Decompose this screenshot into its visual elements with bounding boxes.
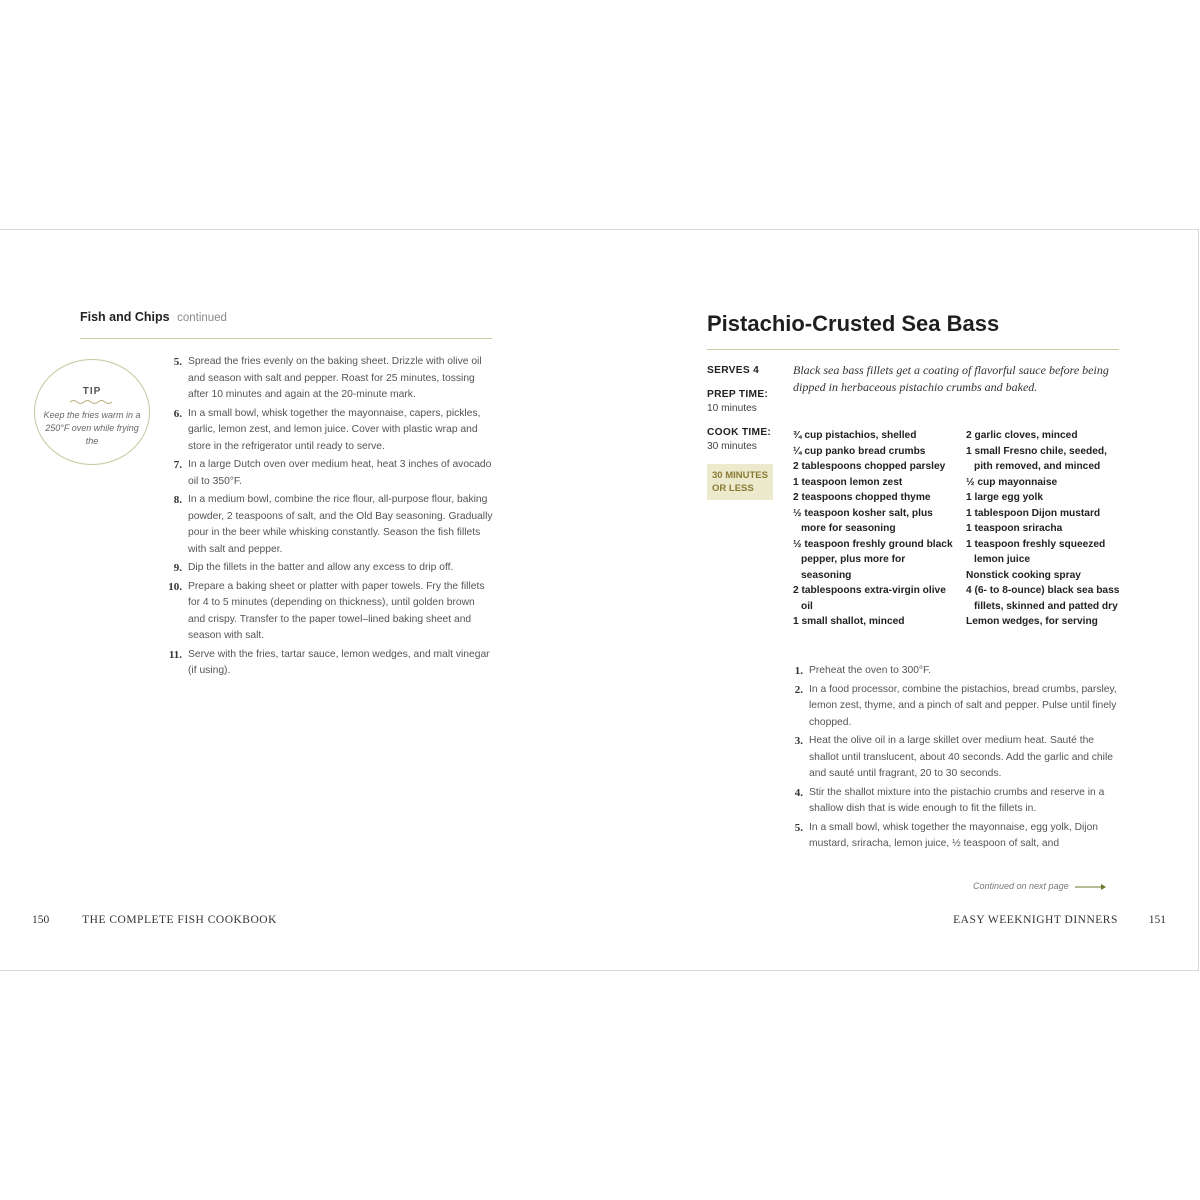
prep-value: 10 minutes (707, 403, 757, 414)
ingredient-item: ½ cup mayonnaise (966, 476, 1058, 488)
step-item (794, 820, 1121, 853)
step-number: 5. (173, 356, 182, 368)
continued-note (973, 881, 1107, 891)
ingredient-item: 1 teaspoon freshly squeezed lemon juice (966, 538, 1106, 565)
ingredient-item: 2 tablespoons chopped parsley (793, 461, 946, 472)
title-rule (707, 349, 1119, 350)
badge-line: 30 MINUTES (712, 470, 768, 481)
step-text: Prepare a baking sheet or platter with paper towels. Fry the fillets for 4 to 5 minutes (depending on thickness), until golden brown and crispy. Transfer to the paper towel–lined baking sheet and season with salt. (188, 580, 485, 641)
ingredient-item: ¾ cup pistachios, shelled (793, 430, 917, 441)
step-item (173, 560, 494, 577)
left-folio (32, 914, 277, 926)
ingredient-item: 1 large egg yolk (966, 492, 1044, 503)
step-text: In a food processor, combine the pistachios, bread crumbs, parsley, lemon zest, thyme, and a pinch of salt and pepper. Pulse until finely chopped. (809, 683, 1117, 728)
book-title: THE COMPLETE FISH COOKBOOK (82, 914, 277, 926)
ingredient-item: 2 tablespoons extra-virgin olive oil (793, 585, 946, 612)
step-text: In a large Dutch oven over medium heat, heat 3 inches of avocado oil to 350°F. (188, 459, 492, 487)
step-item (168, 579, 494, 645)
tip-circle (34, 359, 150, 465)
ingredient-item: Lemon wedges, for serving (966, 616, 1098, 627)
step-text: Spread the fries evenly on the baking sheet. Drizzle with olive oil and season with salt and pepper. Roast for 25 minutes, tossing after 10 minutes and again at the 20-minute mark. (188, 356, 482, 400)
right-folio (953, 914, 1166, 926)
prep-label: PREP TIME: (707, 389, 769, 400)
quick-recipe-badge (707, 464, 773, 500)
step-number: 3. (794, 735, 803, 747)
step-item (794, 663, 1121, 680)
step-text: Serve with the fries, tartar sauce, lemon wedges, and malt vinegar (if using). (188, 648, 490, 676)
header-rule (80, 338, 492, 339)
step-number: 5. (794, 821, 803, 834)
continued-label: continued (177, 312, 227, 324)
page-number-left: 150 (32, 914, 50, 926)
step-item (168, 647, 494, 680)
continued-text: Continued on next page (973, 881, 1069, 891)
right-steps-list (794, 663, 1121, 855)
recipe-title-continued: Fish and Chips (80, 310, 170, 324)
tip-label: TIP (82, 386, 102, 397)
step-number: 10. (168, 580, 182, 593)
left-steps-list (168, 354, 494, 682)
recipe-title: Pistachio-Crusted Sea Bass (707, 311, 1000, 336)
ingredient-item: 1 small shallot, minced (793, 616, 905, 627)
recipe-meta (707, 364, 787, 500)
step-item (794, 733, 1121, 783)
ingredient-item: 1 teaspoon sriracha (966, 523, 1063, 534)
arrow-right-icon (1075, 883, 1107, 891)
step-text: In a small bowl, whisk together the mayonnaise, egg yolk, Dijon mustard, sriracha, lemon juice, ½ teaspoon of salt, and (809, 821, 1099, 849)
step-text: Dip the fillets in the batter and allow any excess to drip off. (188, 562, 454, 573)
ingredient-item: 4 (6- to 8-ounce) black sea bass fillets, skinned and patted dry (966, 585, 1120, 612)
step-text: Stir the shallot mixture into the pistachio crumbs and reserve in a shallow dish that is wide enough to fit the fillets in. (809, 786, 1105, 814)
ingredient-item: Nonstick cooking spray (966, 569, 1081, 581)
ingredient-item: ½ teaspoon kosher salt, plus more for seasoning (793, 507, 933, 534)
tip-text: Keep the fries warm in a 250°F oven while frying the (43, 410, 141, 446)
step-number: 8. (173, 494, 182, 506)
ingredient-item: 1 tablespoon Dijon mustard (966, 507, 1101, 519)
step-number: 2. (794, 683, 803, 696)
cook-value: 30 minutes (707, 441, 757, 452)
step-number: 6. (173, 407, 182, 420)
page-number-right: 151 (1148, 914, 1166, 926)
step-number: 7. (173, 459, 182, 471)
recipe-intro: Black sea bass fillets get a coating of flavorful sauce before being dipped in herbaceous pistachio crumbs and baked. (793, 363, 1109, 394)
badge-line: OR LESS (712, 483, 754, 494)
step-number: 9. (173, 562, 182, 574)
step-item (173, 492, 494, 558)
ingredient-item: ¼ cup panko bread crumbs (793, 445, 926, 457)
ingredient-item: 1 small Fresno chile, seeded, pith removed, and minced (966, 445, 1107, 472)
section-title: EASY WEEKNIGHT DINNERS (953, 914, 1118, 926)
step-item (794, 785, 1121, 818)
cook-label: COOK TIME: (707, 427, 772, 438)
ingredient-item: 2 garlic cloves, minced (966, 430, 1078, 441)
step-number: 1. (794, 665, 803, 677)
ingredients-column-2 (966, 428, 1121, 630)
step-text: In a medium bowl, combine the rice flour, all-purpose flour, baking powder, 2 teaspoons of salt, and the Old Bay seasoning. Gradually pour in the beer while whisking constantly. Season the fish fillets with salt and pepper. (188, 494, 493, 555)
step-text: In a small bowl, whisk together the mayonnaise, capers, pickles, garlic, lemon zest, and lemon juice. Cover with plastic wrap and store in the refrigerator until ready to serve. (188, 407, 481, 452)
step-text: Preheat the oven to 300°F. (809, 665, 932, 676)
step-item (173, 406, 494, 456)
ingredient-item: 2 teaspoons chopped thyme (793, 492, 931, 503)
ingredients-column-1 (793, 428, 953, 630)
step-item (173, 354, 494, 404)
step-item (794, 682, 1121, 732)
step-text: Heat the olive oil in a large skillet over medium heat. Sauté the shallot until translucent, about 40 seconds. Add the garlic and chile and sauté until fragrant, 20 to 30 seconds. (809, 735, 1113, 779)
running-head (80, 310, 227, 324)
step-item (173, 457, 494, 490)
ingredient-item: ½ teaspoon freshly ground black pepper, plus more for seasoning (793, 538, 953, 581)
serves-label: SERVES 4 (707, 365, 760, 376)
wave-divider-icon (69, 399, 115, 405)
step-number: 11. (168, 648, 182, 661)
ingredient-item: 1 teaspoon lemon zest (793, 476, 903, 488)
step-number: 4. (794, 786, 803, 799)
